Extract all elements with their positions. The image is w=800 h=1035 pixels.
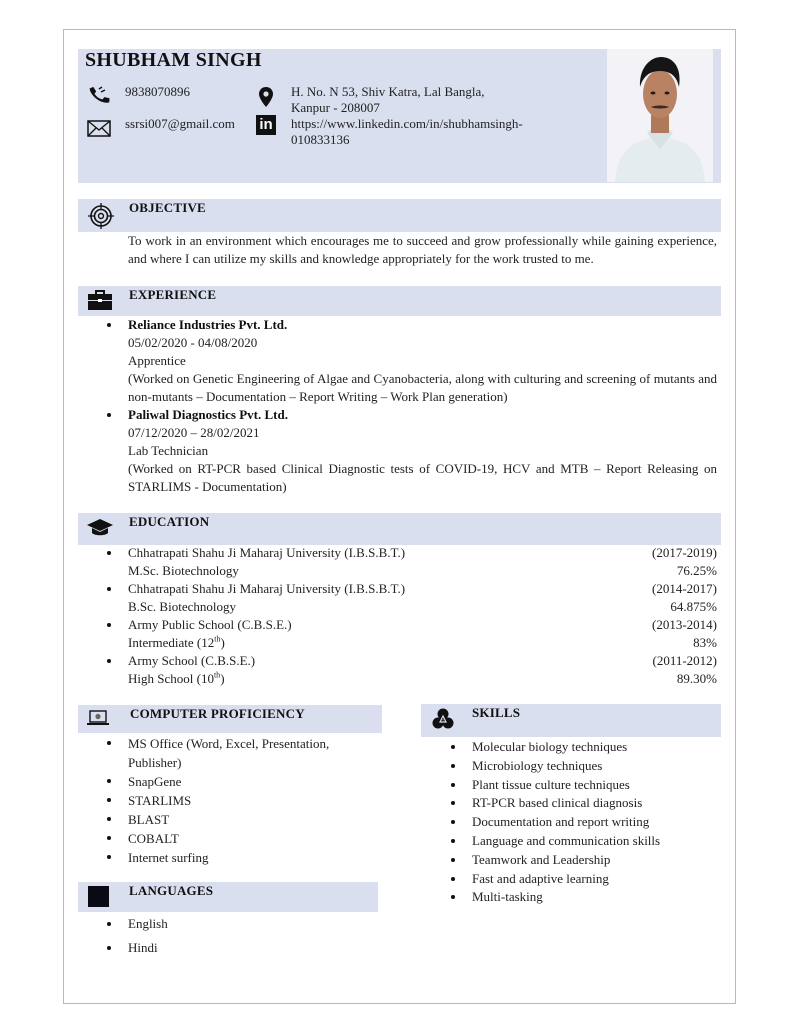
briefcase-icon	[88, 290, 112, 315]
computer-title: COMPUTER PROFICIENCY	[130, 706, 305, 721]
map-pin-icon	[259, 87, 273, 112]
list-item: English	[128, 912, 358, 936]
experience-list	[128, 316, 717, 496]
years: (2014-2017)	[652, 581, 717, 596]
list-item: Documentation and report writing	[472, 813, 717, 832]
years: (2017-2019)	[652, 545, 717, 560]
email-address[interactable]: ssrsi007@gmail.com	[125, 116, 235, 131]
objective-text: To work in an environment which encourages me to succeed and grow professionally while gaining experience, and where I can utilize my skills and knowledge appropriately for the work trusted to me.	[128, 233, 717, 266]
languages-list	[128, 912, 358, 960]
skills-header-band	[421, 704, 721, 737]
employment-dates: 05/02/2020 - 04/08/2020	[128, 335, 258, 350]
envelope-icon	[87, 120, 111, 143]
score: 89.30%	[676, 671, 717, 686]
computer-list	[128, 734, 358, 867]
objective-title: OBJECTIVE	[129, 200, 206, 215]
company-name: Paliwal Diagnostics Pvt. Ltd.	[128, 407, 288, 422]
linkedin-url-line-1[interactable]: https://www.linkedin.com/in/shubhamsingh-	[291, 116, 523, 131]
languages-header-band	[78, 882, 378, 912]
list-item: SnapGene	[128, 772, 358, 791]
list-item: Language and communication skills	[472, 832, 717, 851]
education-title: EDUCATION	[129, 514, 210, 529]
candidate-name: SHUBHAM SINGH	[85, 49, 262, 71]
list-item: Multi-tasking	[472, 888, 717, 907]
bullet	[107, 623, 111, 627]
education-list	[128, 544, 717, 688]
laptop-icon	[86, 710, 110, 731]
bullet	[107, 323, 111, 327]
employment-dates: 07/12/2020 – 28/02/2021	[128, 425, 260, 440]
profile-photo	[607, 49, 713, 182]
square-icon	[88, 886, 109, 907]
list-item: COBALT	[128, 829, 358, 848]
job-role: Apprentice	[128, 353, 186, 368]
list-item: Hindi	[128, 936, 358, 960]
degree: B.Sc. Biotechnology	[128, 599, 236, 614]
list-item: BLAST	[128, 810, 358, 829]
institution: Army School (C.B.S.E.)	[128, 653, 256, 668]
skills-title: SKILLS	[472, 705, 521, 720]
bullet	[107, 551, 111, 555]
education-item	[128, 652, 717, 688]
years: (2013-2014)	[652, 617, 717, 632]
institution: Chhatrapati Shahu Ji Maharaj University (I.B.S.B.T.)	[128, 545, 406, 560]
phone-icon	[87, 84, 111, 113]
list-item: MS Office (Word, Excel, Presentation, Publisher)	[128, 734, 358, 772]
address-line-1: H. No. N 53, Shiv Katra, Lal Bangla,	[291, 84, 485, 99]
languages-title: LANGUAGES	[129, 883, 214, 898]
bullet	[107, 587, 111, 591]
experience-item	[128, 316, 717, 406]
bullet	[107, 659, 111, 663]
institution: Chhatrapati Shahu Ji Maharaj University (I.B.S.B.T.)	[128, 581, 406, 596]
degree: M.Sc. Biotechnology	[128, 563, 239, 578]
experience-item	[128, 406, 717, 496]
list-item: STARLIMS	[128, 791, 358, 810]
education-item	[128, 616, 717, 652]
job-role: Lab Technician	[128, 443, 209, 458]
company-name: Reliance Industries Pvt. Ltd.	[128, 317, 288, 332]
institution: Army Public School (C.B.S.E.)	[128, 617, 292, 632]
list-item: Fast and adaptive learning	[472, 870, 717, 889]
education-item	[128, 544, 717, 580]
score: 76.25%	[676, 563, 717, 578]
trefoil-icon	[432, 708, 454, 735]
linkedin-url-line-2[interactable]: 010833136	[291, 132, 350, 147]
skills-list	[472, 738, 717, 907]
phone-number: 9838070896	[125, 84, 190, 99]
list-item: Internet surfing	[128, 848, 358, 867]
address-line-2: Kanpur - 208007	[291, 100, 380, 115]
list-item: RT-PCR based clinical diagnosis	[472, 794, 717, 813]
education-item	[128, 580, 717, 616]
years: (2011-2012)	[652, 653, 717, 668]
bullet	[107, 413, 111, 417]
experience-title: EXPERIENCE	[129, 287, 217, 302]
graduation-cap-icon	[87, 519, 113, 542]
target-icon	[88, 203, 114, 234]
score: 64.875%	[670, 599, 717, 614]
degree: Intermediate (12th)	[128, 634, 225, 650]
degree: High School (10th)	[128, 670, 225, 686]
list-item: Microbiology techniques	[472, 757, 717, 776]
list-item: Plant tissue culture techniques	[472, 776, 717, 795]
job-description: (Worked on RT-PCR based Clinical Diagnostic tests of COVID-19, HCV and MTB – Report Releasing on STARLIMS - Documentation)	[128, 461, 717, 494]
linkedin-icon[interactable]: in	[256, 115, 276, 135]
job-description: (Worked on Genetic Engineering of Algae and Cyanobacteria, along with culturing and screening of mutants and non-mutants – Documentation – Report Writing – Work Plan generation)	[128, 371, 717, 404]
list-item: Molecular biology techniques	[472, 738, 717, 757]
list-item: Teamwork and Leadership	[472, 851, 717, 870]
score: 83%	[693, 635, 717, 650]
